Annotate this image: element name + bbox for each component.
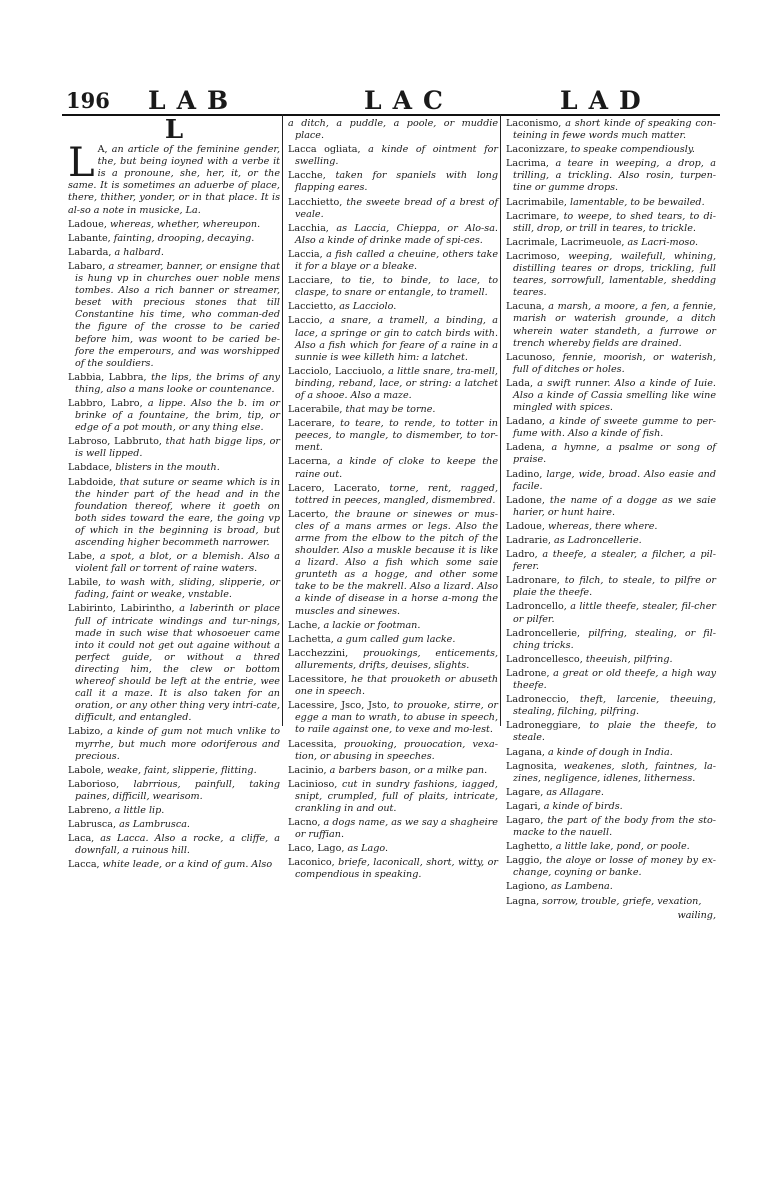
dictionary-entry: [506, 158, 716, 194]
dictionary-entry: [506, 720, 716, 744]
entry-definition: to speake compendiously.: [570, 144, 695, 156]
entry-definition: a spot, a blot, or a blemish. Also a violent fall or torrent of raine waters.: [75, 551, 280, 575]
entry-definition: that suture or seame which is in the hinder part of the head and in the foundation thereof, where it goeth on both sides toward the eare, the going vp of which in the beginning is broad, but ascending higher becommeth narrower.: [75, 476, 280, 548]
entry-definition: a ditch, a puddle, a poole, or muddie place.: [288, 118, 498, 142]
entry-definition: prouokings, enticements, allurements, drifts, deuises, slights.: [295, 647, 498, 671]
entry-word: Labbia, Labbra,: [68, 371, 147, 383]
entry-word: Ladroneccio,: [506, 694, 570, 706]
column-3-entries: [506, 118, 716, 908]
entry-definition: a snare, a tramell, a binding, a lace, a springe or gin to catch birds with. Also a fish which for feare of a raine in a sunnie is wee killeth him: a latchet.: [295, 315, 498, 363]
entry-word: Lagari,: [506, 800, 541, 812]
entry-word: Lacinio,: [288, 764, 327, 776]
entry-definition: whereas, there where.: [547, 520, 658, 532]
dictionary-entry: [68, 233, 280, 245]
dictionary-entry: [68, 436, 280, 460]
entry-definition: a lackie or footman.: [323, 619, 421, 631]
dictionary-entry: [506, 301, 716, 349]
entry-word: Laggio,: [506, 855, 543, 867]
entry-word: Labdoide,: [68, 476, 117, 488]
entry-word: Lacca,: [68, 859, 100, 871]
entry-word: Labdace,: [68, 462, 113, 474]
dictionary-entry: [288, 301, 498, 313]
dictionary-entry: [68, 577, 280, 601]
dictionary-entry: [68, 726, 280, 762]
dictionary-entry: [288, 315, 498, 363]
entry-word: Labaro,: [68, 260, 106, 272]
dictionary-entry: [288, 249, 498, 273]
entry-definition: the part of the body from the sto-macke to the nauell.: [513, 814, 716, 839]
dictionary-entry: [506, 211, 716, 235]
catchword: wailing,: [677, 909, 716, 921]
entry-definition: as Lambrusca.: [119, 819, 190, 831]
dictionary-entry: [506, 575, 716, 599]
entry-definition: a kinde of sweete gumme to per-fume with. Also a kinde of fish.: [513, 416, 716, 440]
entry-word: Lacciolo, Lacciuolo,: [288, 365, 385, 377]
entry-definition: prouoking, prouocation, vexa-tion, or abusing in speeches.: [295, 738, 498, 762]
entry-definition: to wash with, sliding, slipperie, or fading, faint or weake, vnstable.: [75, 577, 280, 601]
entry-definition: as Lacca. Also a rocke, a cliffe, a downfall, a ruinous hill.: [75, 833, 280, 857]
dictionary-entry: [288, 779, 498, 815]
entry-word: Lacrimabile,: [506, 196, 567, 208]
page-number: 196: [66, 88, 110, 113]
entry-word: Ladino,: [506, 468, 543, 480]
dictionary-entry: [506, 144, 716, 156]
dictionary-entry: [288, 223, 498, 247]
dictionary-entry: [288, 739, 498, 763]
entry-word: Lada,: [506, 377, 534, 389]
entry-definition: that may be torne.: [345, 404, 436, 416]
entry-definition: as Lambena.: [551, 881, 613, 893]
entry-definition: a halbard.: [114, 246, 164, 258]
dictionary-entry: [288, 765, 498, 777]
dictionary-entry: [506, 654, 716, 666]
dictionary-entry: [288, 418, 498, 454]
dictionary-entry: [506, 118, 716, 142]
dictionary-entry: [288, 634, 498, 646]
column-2-entries: [288, 118, 498, 882]
entry-definition: a kinde of dough in India.: [547, 746, 673, 758]
entry-word: Labarda,: [68, 246, 112, 258]
entry-definition: a teare in weeping, a drop, a trilling, a trickling. Also rosin, turpen-tine or gumme drops.: [513, 158, 716, 194]
dictionary-entry: [68, 859, 280, 871]
entry-definition: lamentable, to be bewailed.: [570, 196, 705, 208]
entry-word: Lagna,: [506, 895, 540, 907]
entry-word: Labizo,: [68, 726, 104, 738]
dictionary-entry: [288, 144, 498, 168]
entry-definition: a theefe, a stealer, a filcher, a pil-ferer.: [513, 549, 716, 573]
dictionary-entry: [506, 352, 716, 376]
dictionary-entry: [68, 603, 280, 724]
entry-definition: blisters in the mouth.: [115, 462, 220, 474]
entry-word: Laccia,: [288, 248, 323, 260]
entry-definition: to tie, to binde, to lace, to claspe, to snare or entangle, to tramell.: [295, 275, 498, 299]
entry-word: Ladronare,: [506, 575, 560, 587]
entry-word: Laccietto,: [288, 301, 337, 313]
entry-word: Lachetta,: [288, 633, 334, 645]
entry-definition: he that prouoketh or abuseth one in speech.: [295, 674, 498, 698]
entry-definition: a lippe. Also the b. im or brinke of a fountaine, the brim, tip, or edge of a pot mouth, or any thing else.: [75, 397, 280, 434]
entry-word: Labirinto, Labirintho,: [68, 603, 175, 615]
dictionary-entry: [506, 855, 716, 879]
entry-definition: the sweete bread of a brest of veale.: [295, 196, 498, 220]
entry-word: Laco, Lago,: [288, 843, 345, 855]
entry-word: Laconismo,: [506, 118, 562, 129]
dictionary-entry: [506, 628, 716, 652]
entry-definition: the name of a dogge as we saie harier, or hunt haire.: [513, 494, 716, 518]
dictionary-entry: [288, 817, 498, 841]
column-1: [68, 115, 281, 873]
entry-word: Lacunoso,: [506, 351, 556, 363]
dictionary-entry: [288, 456, 498, 480]
entry-word: Laconizzare,: [506, 144, 568, 156]
entry-definition: a gum called gum lacke.: [336, 633, 456, 645]
entry-word: Ladoue,: [68, 218, 107, 230]
entry-word: Lacrimoso,: [506, 250, 560, 262]
entry-word: Lacero, Lacerato,: [288, 482, 381, 494]
dictionary-entry: [68, 805, 280, 817]
entry-definition: the lips, the brims of any thing, also a mans looke or countenance.: [75, 371, 280, 395]
entry-definition: a laberinth or place full of intricate windings and tur-nings, made in such wise that whosoeuer came into it could not get out againe without a perfect guide, or without a thred directing him, the clew or bottom whereof should be left at the entrie, wee call it a maze. It is also taken for an oration, or any other thing very intri-cate, difficult, and entangled.: [75, 603, 281, 724]
dictionary-entry: [288, 509, 498, 618]
header-rule: [62, 114, 720, 116]
entry-definition: to plaie the theefe, to steale.: [513, 720, 716, 744]
column-rule-1: [282, 114, 283, 726]
entry-word: Lagana,: [506, 746, 545, 758]
dictionary-entry: [506, 251, 716, 299]
entry-word: Lacerabile,: [288, 404, 343, 416]
entry-definition: to teare, to rende, to totter in peeces, to mangle, to dismember, to tor-ment.: [295, 418, 498, 454]
entry-word: Lacno,: [288, 817, 321, 829]
entry-word: Labile,: [68, 577, 102, 589]
dictionary-entry: [506, 495, 716, 519]
entry-definition: a kinde of gum not much vnlike to myrrhe, but much more odoriferous and precious.: [75, 726, 280, 762]
dictionary-entry: [506, 668, 716, 692]
dictionary-entry: [68, 765, 280, 777]
entry-word: Laccio,: [288, 315, 323, 327]
entry-definition: a little snare, tra-mell, binding, reband, lace, or string: a latchet of a shooe. Also a maze.: [295, 365, 498, 401]
dictionary-entry: [506, 469, 716, 493]
dictionary-entry: [506, 881, 716, 893]
entry-definition: briefe, laconicall, short, witty, or compendious in speaking.: [295, 857, 498, 881]
entry-word: Lacerna,: [288, 456, 331, 468]
entry-definition: fainting, drooping, decaying.: [113, 232, 255, 244]
entry-definition: as Lago.: [347, 843, 389, 855]
entry-definition: labrrious, painfull, taking paines, difficill, wearisom.: [75, 778, 280, 802]
entry-definition: to filch, to steale, to pilfre or plaie the theefe.: [513, 575, 717, 599]
entry-word: Laghetto,: [506, 841, 553, 853]
entry-definition: the braune or sinewes or mus-cles of a mans armes or legs. Also the arme from the elbow to the pitch of the shoulder. Also a muskle because it is like a lizard. Also a fish which some saie grunteth as a hogge, and other some take to be the makrell. Also a lizard. Also a kinde of disease in a horse a-mong the muscles and sinewes.: [295, 508, 498, 617]
dictionary-entry: [288, 483, 498, 507]
dictionary-entry: [288, 674, 498, 698]
column-1-entries: [68, 219, 280, 872]
dictionary-entry: [506, 694, 716, 718]
entry-word: Ladoue,: [506, 520, 545, 532]
dictionary-entry: [68, 477, 280, 550]
entry-word: Lacche,: [288, 170, 326, 182]
entry-word: Labbro, Labro,: [68, 397, 143, 409]
entry-definition: sorrow, trouble, griefe, vexation,: [542, 895, 702, 907]
column-3: [506, 118, 716, 922]
entry-definition: as Lacciolo.: [339, 301, 397, 313]
entry-word: Lache,: [288, 619, 321, 631]
dictionary-entry: [506, 237, 716, 249]
entry-definition: a short kinde of speaking con-teining in fewe words much matter.: [513, 118, 716, 142]
entry-word: Lacinioso,: [288, 778, 338, 790]
dictionary-entry: [506, 747, 716, 759]
entry-definition: weake, faint, slipperie, flitting.: [106, 764, 257, 776]
dictionary-entry: [68, 261, 280, 370]
entry-word: Lacrimale, Lacrimeuole,: [506, 236, 625, 248]
entry-definition: a swift runner. Also a kinde of Iuie. Also a kinde of Cassia smelling like wine mingled with spices.: [513, 377, 716, 414]
drop-cap: L: [68, 140, 95, 187]
dictionary-entry: [68, 398, 280, 434]
dictionary-entry: [506, 197, 716, 209]
dictionary-entry: [68, 247, 280, 259]
dictionary-entry: [506, 442, 716, 466]
dictionary-entry: [288, 648, 498, 672]
intro-entry: [68, 140, 280, 217]
dictionary-entry: [506, 761, 716, 785]
entry-word: Labrusca,: [68, 819, 117, 831]
entry-word: Laconico,: [288, 857, 335, 869]
entry-definition: a fish called a cheuine, others take it for a blaye or a bleake.: [295, 248, 498, 273]
entry-word: Lacessire, Jsco, Jsto,: [288, 700, 390, 712]
entry-definition: a little lake, pond, or poole.: [555, 841, 690, 853]
dictionary-entry: [68, 779, 280, 803]
dictionary-entry: [506, 549, 716, 573]
entry-definition: cut in sundry fashions, iagged, snipt, crumpled, full of plaits, intricate, crankling in and out.: [295, 778, 498, 814]
running-header: [62, 84, 720, 116]
entry-definition: a little theefe, stealer, fil-cher or pilfer.: [513, 601, 716, 625]
section-letter: L: [164, 115, 184, 145]
entry-word: Lacchia,: [288, 222, 329, 234]
entry-word: Ladroneggiare,: [506, 720, 581, 732]
entry-word: Ladroncello,: [506, 601, 567, 613]
dictionary-entry: [288, 275, 498, 299]
entry-word: Lacchietto,: [288, 196, 343, 208]
entry-definition: an article of the feminine gender, the, but being ioyned with a verbe it is a pronoune, she, her, it, or the same. It is sometimes an aduerbe of place, there, thither, yonder, or in that place. It is al-so a note in musicke, La.: [68, 144, 280, 216]
entry-word: Lacciare,: [288, 275, 333, 287]
dictionary-entry: [506, 801, 716, 813]
entry-definition: the aloye or losse of money by ex-change, coyning or banke.: [513, 855, 716, 879]
entry-word: Lacerare,: [288, 418, 335, 430]
entry-definition: a great or old theefe, a high way theefe.: [513, 667, 716, 692]
entry-word: Lacessitore,: [288, 674, 348, 686]
entry-definition: a marsh, a moore, a fen, a fennie, marish or waterish grounde, a ditch wherein water standeth, a furrowe or trench whereby fields are drained.: [513, 301, 716, 349]
entry-word: Lacchezzini,: [288, 647, 349, 659]
dictionary-entry: [288, 620, 498, 632]
column-rule-2: [500, 114, 501, 726]
entry-word: Lacuna,: [506, 301, 545, 313]
dictionary-entry: [288, 700, 498, 736]
dictionary-entry: [288, 366, 498, 402]
entry-definition: weakenes, sloth, faintnes, la-zines, negligence, idlenes, litherness.: [513, 760, 716, 784]
dictionary-entry: [68, 819, 280, 831]
entry-definition: a hymne, a psalme or song of praise.: [513, 442, 716, 466]
entry-word: Lagare,: [506, 786, 544, 798]
entry-definition: a streamer, banner, or ensigne that is hung vp in churches ouer noble mens tombes. Also a rich banner or streamer, beset with precious stones that till Constantine his time, who comman-ded the figure of the crosse to be caried before him, was woont to be caried be-fore the emperours, and was worshipped of the souldiers.: [75, 260, 280, 369]
entry-definition: pilfring, stealing, or fil-ching tricks.: [513, 627, 716, 651]
dictionary-entry: [506, 416, 716, 440]
dictionary-entry: [68, 372, 280, 396]
entry-definition: as Laccia, Chieppa, or Alo-sa. Also a kinde of drinke made of spi-ces.: [295, 222, 498, 246]
entry-definition: weeping, wailefull, whining, distilling teares or drops, trickling, full teares, sorrowfull, lamentable, shedding teares.: [513, 250, 716, 299]
entry-word: Ladrarie,: [506, 535, 551, 546]
left-headword: LAB: [148, 86, 240, 115]
dictionary-entry: [68, 551, 280, 575]
dictionary-entry: [506, 601, 716, 625]
entry-definition: a little lip.: [114, 804, 165, 816]
entry-definition: a kinde of cloke to keepe the raine out.: [295, 456, 498, 480]
entry-definition: torne, rent, ragged, tottred in peeces, mangled, dismembred.: [295, 482, 498, 506]
entry-word: Lagiono,: [506, 881, 549, 893]
entry-definition: that hath bigge lips, or is well lipped.: [75, 436, 280, 460]
entry-word: Lacerto,: [288, 508, 329, 520]
dictionary-entry: [506, 815, 716, 839]
entry-definition: large, wide, broad. Also easie and facile.: [513, 468, 716, 492]
entry-word: A,: [97, 144, 108, 156]
entry-definition: taken for spaniels with long flapping eares.: [295, 170, 498, 194]
entry-word: Labroso, Labbruto,: [68, 436, 162, 448]
entry-definition: theeuish, pilfring.: [585, 653, 673, 665]
entry-definition: as Ladroncellerie.: [553, 535, 642, 546]
entry-definition: to prouoke, stirre, or egge a man to wrath, to abuse in speech, to raile against one, to vexe and mo-lest.: [295, 700, 498, 736]
entry-word: Laborioso,: [68, 778, 120, 790]
entry-definition: as Lacri-moso.: [627, 236, 699, 248]
entry-definition: as Allagare.: [546, 786, 604, 798]
entry-word: Ladroncellerie,: [506, 627, 581, 639]
entry-definition: theft, larcenie, theeuing, stealing, filching, pilfring.: [513, 694, 716, 718]
dictionary-entry: [288, 118, 498, 142]
entry-definition: a barbers bason, or a milke pan.: [329, 764, 488, 776]
entry-word: Ladano,: [506, 416, 545, 428]
dictionary-entry: [506, 378, 716, 414]
entry-word: Ladroncellesco,: [506, 653, 583, 665]
entry-word: Lacca ogliata,: [288, 144, 361, 156]
dictionary-entry: [288, 197, 498, 221]
entry-word: Labante,: [68, 232, 111, 244]
center-headword: LAC: [364, 86, 454, 115]
dictionary-entry: [288, 404, 498, 416]
entry-definition: a dogs name, as we say a shagheire or ruffian.: [295, 817, 498, 841]
entry-word: Ladena,: [506, 442, 545, 454]
entry-definition: white leade, or a kind of gum. Also: [102, 859, 273, 871]
entry-definition: whereas, whether, whereupon.: [109, 218, 261, 230]
entry-word: Labe,: [68, 551, 95, 563]
dictionary-entry: [288, 857, 498, 881]
dictionary-entry: [506, 535, 716, 547]
dictionary-page: [62, 84, 720, 921]
right-headword: LAD: [560, 86, 652, 115]
dictionary-entry: [68, 219, 280, 231]
entry-definition: to weepe, to shed tears, to di-still, drop, or trill in teares, to trickle.: [513, 210, 716, 234]
dictionary-entry: [506, 787, 716, 799]
entry-word: Ladone,: [506, 494, 545, 506]
entry-word: Ladro,: [506, 549, 538, 561]
entry-word: Ladrone,: [506, 667, 550, 679]
dictionary-entry: [288, 170, 498, 194]
entry-word: Labole,: [68, 764, 104, 776]
entry-word: Lacrimare,: [506, 210, 560, 222]
entry-word: Labreno,: [68, 804, 112, 816]
entry-word: Lacessita,: [288, 738, 337, 750]
entry-word: Lagaro,: [506, 814, 544, 826]
column-2: [288, 118, 498, 884]
entry-definition: a kinde of birds.: [543, 800, 623, 812]
dictionary-entry: [68, 462, 280, 474]
entry-word: Laca,: [68, 833, 95, 845]
entry-word: Lacrima,: [506, 158, 549, 170]
dictionary-entry: [506, 841, 716, 853]
dictionary-entry: [288, 843, 498, 855]
dictionary-entry: [68, 833, 280, 857]
entry-definition: fennie, moorish, or waterish, full of ditches or holes.: [513, 351, 716, 375]
dictionary-entry: [506, 521, 716, 533]
dictionary-entry: [506, 896, 716, 908]
entry-word: Lagnosita,: [506, 760, 557, 772]
entry-definition: a kinde of ointment for swelling.: [295, 144, 498, 168]
